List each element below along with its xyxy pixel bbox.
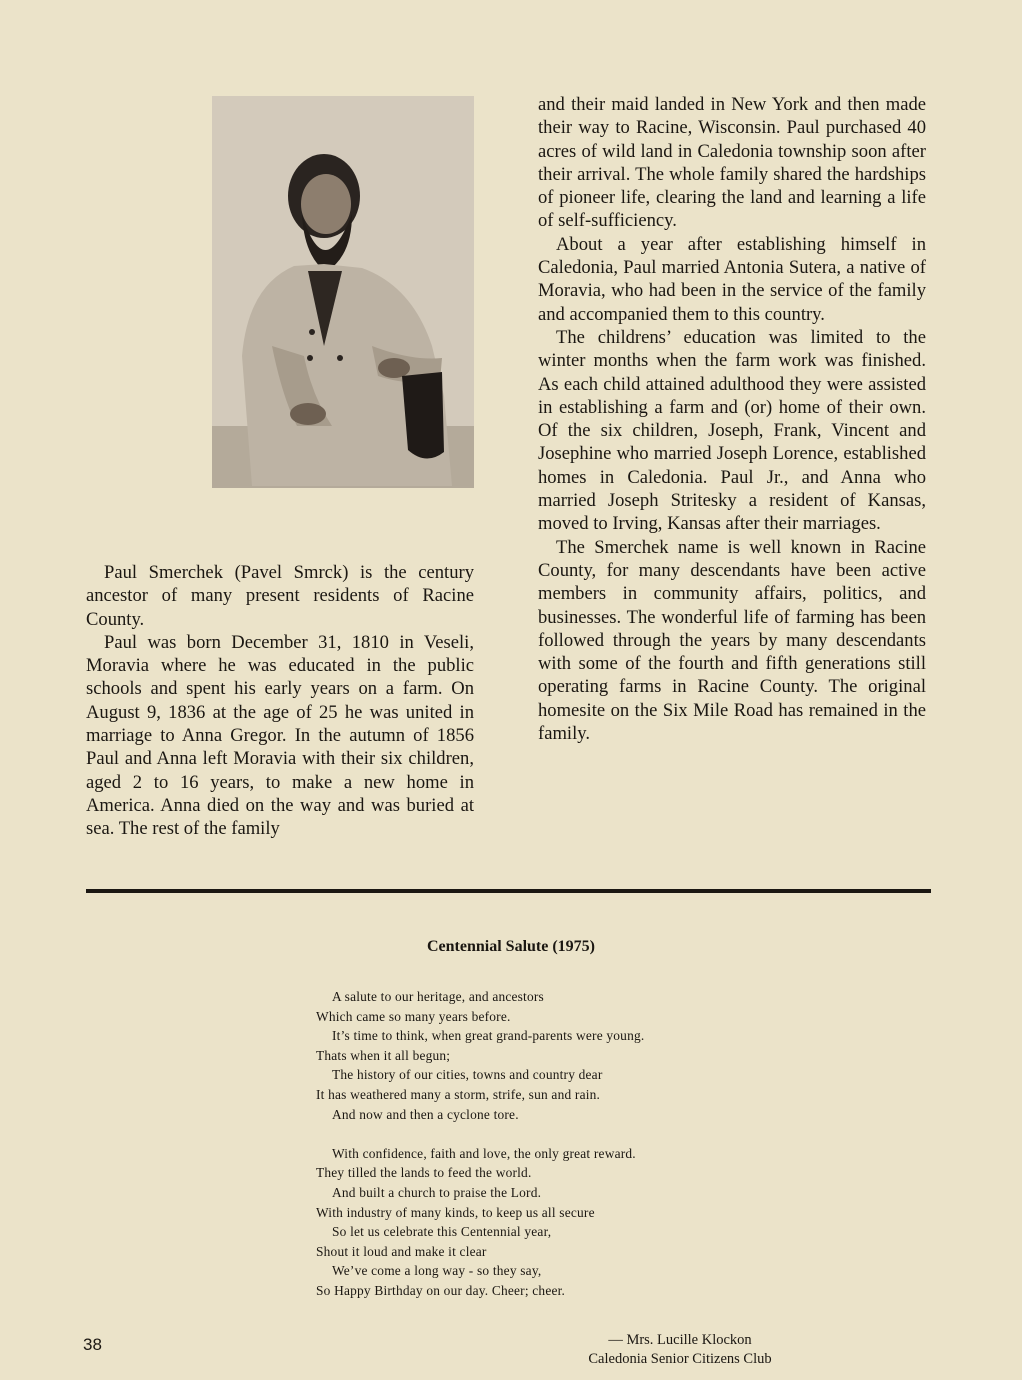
biography-right-column bbox=[538, 93, 926, 745]
section-divider bbox=[86, 889, 931, 893]
poem-line: With industry of many kinds, to keep us all secure bbox=[316, 1204, 595, 1220]
portrait-photo bbox=[212, 96, 474, 488]
paragraph: The Smerchek name is well known in Racine County, for many descendants have been active members in community affairs, politics, and businesses. The wonderful life of farming has been followed through the years by many descendants with some of the fourth and fifth generations still operating farms in Racine County. The original homesite on the Six Mile Road has remained in the family. bbox=[538, 536, 926, 745]
poem-line: They tilled the lands to feed the world. bbox=[316, 1165, 532, 1181]
paragraph: The childrens’ education was limited to the winter months when the farm work was finished. As each child attained adulthood they were assisted in establishing a farm and (or) home of their own. Of the six children, Joseph, Frank, Vincent and Josephine who married Joseph Lorence, established homes in Caledonia. Paul Jr., and Anna who married Joseph Stritesky a resident of Kansas, moved to Irving, Kansas after their marriages. bbox=[538, 326, 926, 535]
poem-signature bbox=[560, 1331, 800, 1369]
poem-line: It has weathered many a storm, strife, sun and rain. bbox=[316, 1086, 601, 1102]
stanza-break bbox=[316, 1124, 736, 1144]
poem-line: The history of our cities, towns and country dear bbox=[332, 1067, 603, 1083]
poem-author: — Mrs. Lucille Klockon bbox=[608, 1332, 752, 1348]
paragraph: About a year after establishing himself in Caledonia, Paul married Antonia Sutera, a native of Moravia, who had been in the service of the family and accompanied them to this country. bbox=[538, 233, 926, 325]
poem-line: So let us celebrate this Centennial year, bbox=[332, 1224, 552, 1240]
poem-line: And built a church to praise the Lord. bbox=[332, 1184, 542, 1200]
poem-affiliation: Caledonia Senior Citizens Club bbox=[588, 1351, 772, 1367]
poem-line: So Happy Birthday on our day. Cheer; cheer. bbox=[316, 1282, 566, 1298]
poem-line: It’s time to think, when great grand-parents were young. bbox=[332, 1028, 645, 1044]
poem-title: Centennial Salute (1975) bbox=[427, 938, 595, 955]
poem-line: Thats when it all begun; bbox=[316, 1047, 451, 1063]
biography-left-column bbox=[86, 561, 474, 841]
paragraph: Paul Smerchek (Pavel Smrck) is the century ancestor of many present residents of Racine County. bbox=[86, 562, 474, 630]
poem-line: We’ve come a long way - so they say, bbox=[332, 1263, 542, 1279]
poem-line: Shout it loud and make it clear bbox=[316, 1243, 487, 1259]
poem-line: A salute to our heritage, and ancestors bbox=[332, 989, 544, 1004]
page-number: 38 bbox=[83, 1335, 102, 1354]
poem-body bbox=[316, 987, 736, 1301]
paragraph: and their maid landed in New York and then made their way to Racine, Wisconsin. Paul purchased 40 acres of wild land in Caledonia township soon after their arrival. The whole family shared the hardships of pioneer life, clearing the land and learning a life of self-sufficiency. bbox=[538, 94, 926, 232]
bearded-man-portrait-icon bbox=[212, 96, 474, 488]
poem-line: Which came so many years before. bbox=[316, 1008, 511, 1024]
poem-line: And now and then a cyclone tore. bbox=[332, 1106, 519, 1122]
paragraph: Paul was born December 31, 1810 in Veseli, Moravia where he was educated in the public schools and spent his early years on a farm. On August 9, 1836 at the age of 25 he was united in marriage to Anna Gregor. In the autumn of 1856 Paul and Anna left Moravia with their six children, aged 2 to 16 years, to make a new home in America. Anna died on the way and was buried at sea. The rest of the family bbox=[86, 631, 474, 840]
poem-line: With confidence, faith and love, the only great reward. bbox=[332, 1145, 636, 1161]
